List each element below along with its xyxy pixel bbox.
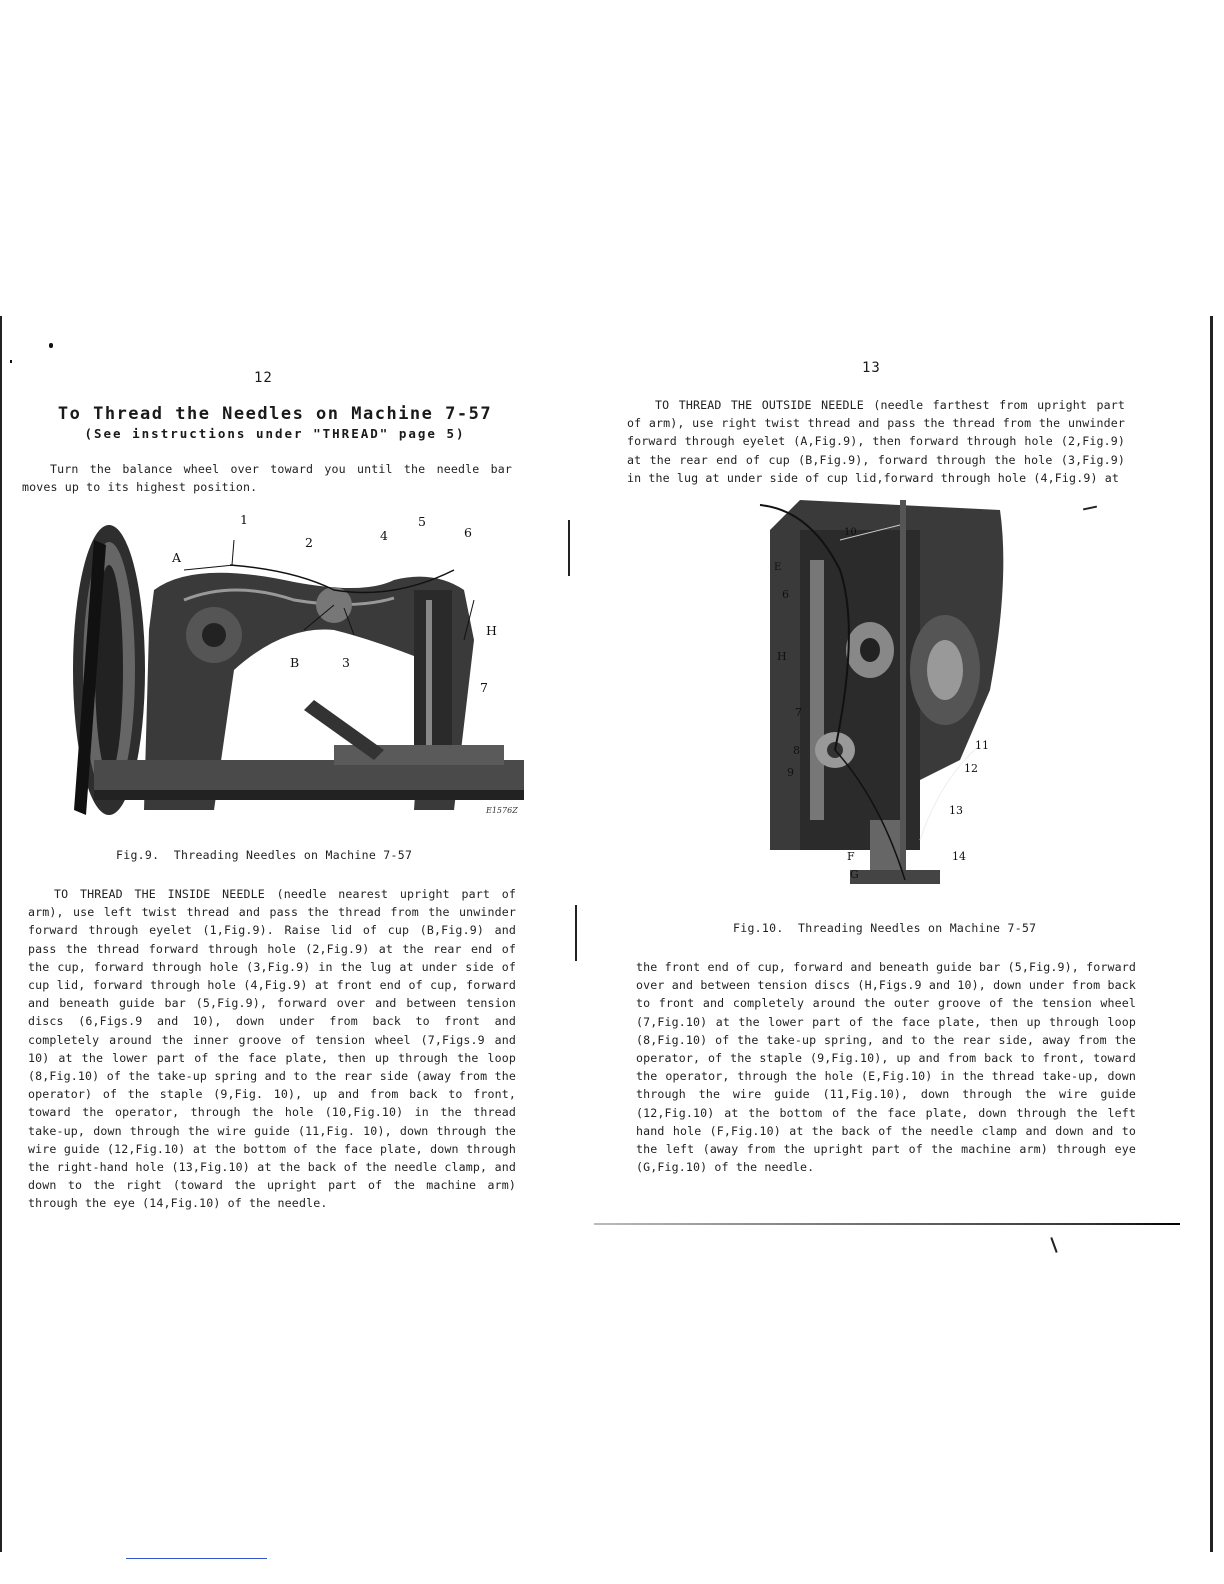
outside-needle-intro: TO THREAD THE OUTSIDE NEEDLE (needle farthest from upright part of arm), use right twist thread and pass the thread from the unwinder forward through eyelet (A,Fig.9), then forward through hole (2,Fig.9) at the rear end of cup (B,Fig.9), forward through the hole (3,Fig.9) in the lug at under side of cup lid,forward through hole (4,Fig.9) at [627,398,1125,485]
binding-mark [568,520,570,576]
fig10-label-13: 13 [949,804,963,817]
link-underline [126,1558,267,1559]
fig10-label-g: G [850,868,859,881]
inside-needle-instructions: TO THREAD THE INSIDE NEEDLE (needle nearest upright part of arm), use left twist thread and pass the thread from the unwinder forward through eyelet (1,Fig.9). Raise lid of cup (B,Fig.9) and pass the thread forward through hole (2,Fig.9) at the rear end of the cup, forward through hole (3,Fig.9) in the lug at under side of cup lid, forward through hole (4,Fig.9) at front end of cup, forward and beneath guide bar (5,Fig.9), forward over and between tension discs (6,Figs.9 and 10), down under from back to front and completely around the inner groove of tension wheel (7,Figs.9 and 10) at the lower part of the face plate, then up through the loop (8,Fig.10) of the take-up spring and to the rear side (away from the operator) of the staple (9,Fig. 10), up and from back to front, toward the operator, through the hole (10,Fig.10) in the thread take-up, down through the wire guide (11,Fig. 10), down through the wire guide (12,Fig.10) at the bottom of the face plate, down through the right-hand hole (13,Fig.10) at the back of the needle clamp, and down to the right (toward the upright part of the machine arm) through the eye (14,Fig.10) of the needle. [28,887,516,1211]
fig9-label-a: A [172,550,182,565]
fig10-caption: Fig.10. Threading Needles on Machine 7-57 [733,921,1037,935]
fig9-label-b: B [290,655,300,670]
intro-paragraph: Turn the balance wheel over toward you until the needle bar moves up to its highest position. [22,462,512,495]
scan-mark [1050,1237,1057,1253]
fig9-caption: Fig.9. Threading Needles on Machine 7-57 [116,848,413,862]
fig9-label-1: 1 [240,512,248,527]
fig9-label-6: 6 [464,525,472,540]
fig10-label-6: 6 [782,588,789,601]
binding-mark [575,905,577,961]
scan-speck [49,343,53,348]
fig9-label-h: H [486,623,497,638]
scan-speck [10,360,12,363]
fig10-label-7: 7 [795,706,802,719]
fig9-label-4: 4 [380,528,388,543]
fig9-label-3: 3 [342,655,350,670]
right-page-edge [1210,316,1213,1552]
fig10-label-11: 11 [975,739,989,752]
bottom-rule [594,1223,1180,1225]
fig10-label-14: 14 [952,850,966,863]
page-title: To Thread the Needles on Machine 7-57 [57,404,493,424]
fig10-label-8: 8 [793,744,800,757]
fig10-label-h: H [777,650,787,663]
fig9-code: E1576Z [486,806,518,815]
figure-10 [740,500,1040,900]
fig9-label-5: 5 [418,514,426,529]
page-subtitle: (See instructions under "THREAD" page 5) [84,426,466,441]
fig10-label-12: 12 [964,762,978,775]
fig10-label-f: F [847,850,855,863]
face-plate-photo [740,500,1040,900]
fig9-label-2: 2 [305,535,313,550]
outside-needle-instructions: the front end of cup, forward and beneath guide bar (5,Fig.9), forward over and between tension discs (H,Figs.9 and 10), down under from back to front and completely around the outer groove of the tension wheel (7,Fig.10) at the lower part of the face plate, then up through loop (8,Fig.10) of the take-up spring, and to the rear side, away from the operator, of the staple (9,Fig.10), up and from back to front, toward the operator, through the hole (E,Fig.10) in the thread take-up, down through the wire guide (11,Fig.10), down through the wire guide (12,Fig.10) at the bottom of the face plate, down through the left hand hole (F,Fig.10) at the back of the needle clamp and down and to the left (away from the upright part of the machine arm) through eye (G,Fig.10) of the needle. [636,960,1136,1175]
scan-mark [1083,506,1097,511]
fig10-label-e: E [774,562,782,573]
sewing-machine-photo [34,510,524,830]
page-number-left: 12 [254,370,273,386]
fig9-label-7: 7 [480,680,488,695]
figure-9 [34,510,524,830]
page-number-right: 13 [862,360,881,376]
left-page-edge [0,316,2,1552]
fig10-label-9: 9 [787,766,794,779]
fig10-label-10: 10 [844,527,857,538]
